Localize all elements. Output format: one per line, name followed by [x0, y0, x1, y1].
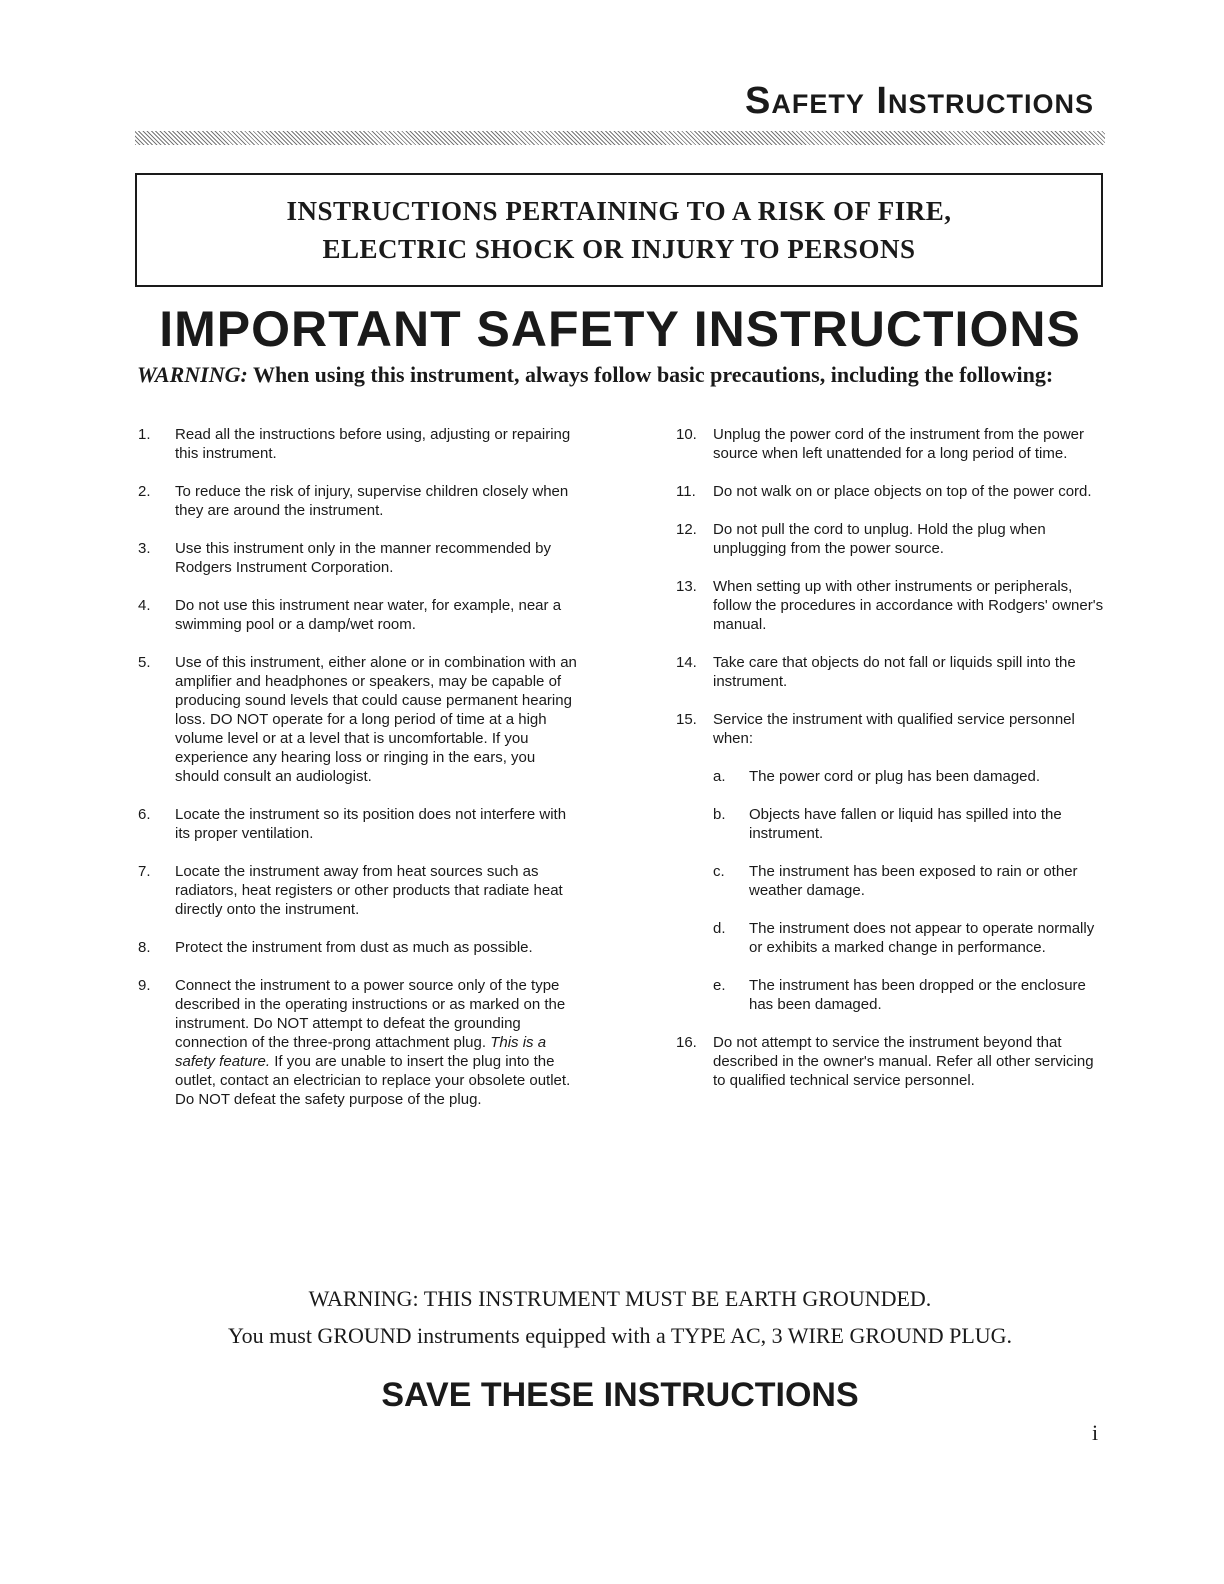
item-number: 9.	[138, 977, 151, 994]
list-item	[138, 862, 578, 919]
item-number: 6.	[138, 806, 151, 823]
list-item	[138, 482, 578, 520]
save-instructions-title: SAVE THESE INSTRUCTIONS	[381, 1376, 859, 1414]
warning-label: WARNING:	[137, 362, 248, 387]
item-text: Use of this instrument, either alone or in combination with an amplifier and headphones or speakers, may be capable of producing sound levels that could cause permanent hearing loss. DO NOT operate for a long period of time at a high volume level or at a level that is uncomfortable. If you experience any hearing loss or ringing in the ears, you should consult an audiologist.	[175, 654, 577, 785]
hazard-line-1: INSTRUCTIONS PERTAINING TO A RISK OF FIRE,	[286, 196, 952, 226]
sub-item-text: Objects have fallen or liquid has spilled into the instrument.	[749, 806, 1062, 842]
item-number: 11.	[676, 483, 696, 500]
sub-item-text: The instrument does not appear to operate normally or exhibits a marked change in performance.	[749, 920, 1095, 956]
item-text: Protect the instrument from dust as much as possible.	[175, 939, 533, 956]
left-instruction-list	[138, 425, 578, 1128]
list-item	[138, 805, 578, 843]
main-title: IMPORTANT SAFETY INSTRUCTIONS	[159, 301, 1081, 357]
list-item	[138, 425, 578, 463]
sub-list-item	[676, 976, 1106, 1014]
list-item	[138, 938, 578, 957]
item-number: 4.	[138, 597, 151, 614]
item-text: Do not attempt to service the instrument beyond that described in the owner's manual. Refer all other servicing to qualified technical service personnel.	[713, 1034, 1094, 1089]
item-text: Unplug the power cord of the instrument from the power source when left unattended for a long period of time.	[713, 426, 1085, 462]
sub-list-item	[676, 862, 1106, 900]
item-number: 15.	[676, 711, 697, 728]
page-number: i	[1092, 1420, 1099, 1445]
item-text: Service the instrument with qualified service personnel when:	[713, 711, 1075, 747]
ground-instruction: You must GROUND instruments equipped with a TYPE AC, 3 WIRE GROUND PLUG.	[227, 1323, 1013, 1348]
sub-item-letter: b.	[713, 806, 726, 823]
item-text: When setting up with other instruments or peripherals, follow the procedures in accordance with Rodgers' owner's manual.	[713, 578, 1104, 633]
list-item	[676, 710, 1106, 748]
list-item	[138, 976, 578, 1109]
list-item	[676, 577, 1106, 634]
hazard-box	[135, 173, 1103, 287]
item-text: Do not use this instrument near water, for example, near a swimming pool or a damp/wet room.	[175, 597, 562, 633]
item-text: Do not walk on or place objects on top of the power cord.	[713, 483, 1092, 500]
sub-list-item	[676, 919, 1106, 957]
item-text: Read all the instructions before using, adjusting or repairing this instrument.	[175, 426, 571, 462]
item-number: 3.	[138, 540, 151, 557]
list-item	[676, 520, 1106, 558]
item-text: To reduce the risk of injury, supervise children closely when they are around the instrument.	[175, 483, 569, 519]
right-instruction-list	[676, 425, 1106, 1109]
item-text: Do not pull the cord to unplug. Hold the plug when unplugging from the power source.	[713, 521, 1046, 557]
sub-item-letter: e.	[713, 977, 726, 994]
list-item	[676, 482, 1106, 501]
item-text-part: If you are unable to insert the plug into the outlet, contact an electrician to replace your obsolete outlet. Do NOT defeat the safety purpose of the plug.	[175, 1053, 571, 1108]
service-conditions-list	[676, 767, 1106, 1014]
list-item	[138, 539, 578, 577]
item-number: 10.	[676, 426, 697, 443]
item-number: 5.	[138, 654, 151, 671]
list-item	[676, 653, 1106, 691]
item-number: 8.	[138, 939, 151, 956]
item-text: Locate the instrument so its position does not interfere with its proper ventilation.	[175, 806, 567, 842]
item-number: 13.	[676, 578, 697, 595]
list-item	[676, 425, 1106, 463]
sub-item-text: The power cord or plug has been damaged.	[749, 768, 1041, 785]
warning-text: When using this instrument, always follow basic precautions, including the following:	[252, 362, 1054, 387]
warning-statement	[137, 362, 1053, 388]
page-heading: Safety Instructions	[745, 80, 1094, 122]
sub-list-item	[676, 805, 1106, 843]
item-number: 1.	[138, 426, 151, 443]
list-item	[138, 653, 578, 786]
list-item	[138, 596, 578, 634]
ground-warning: WARNING: THIS INSTRUMENT MUST BE EARTH GROUNDED.	[308, 1286, 932, 1311]
sub-item-letter: d.	[713, 920, 726, 937]
sub-item-text: The instrument has been exposed to rain or other weather damage.	[749, 863, 1078, 899]
sub-list-item	[676, 767, 1106, 786]
hazard-line-2: ELECTRIC SHOCK OR INJURY TO PERSONS	[322, 234, 916, 264]
item-number: 12.	[676, 521, 697, 538]
item-number: 7.	[138, 863, 151, 880]
sub-item-text: The instrument has been dropped or the enclosure has been damaged.	[749, 977, 1086, 1013]
item-text: Take care that objects do not fall or liquids spill into the instrument.	[713, 654, 1076, 690]
list-item	[676, 1033, 1106, 1090]
item-number: 2.	[138, 483, 151, 500]
item-text: Locate the instrument away from heat sources such as radiators, heat registers or other products that radiate heat directly onto the instrument.	[175, 863, 563, 918]
hatched-divider	[135, 131, 1105, 145]
item-number: 16.	[676, 1034, 697, 1051]
item-text-part: Connect the instrument to a power source only of the type described in the operating instructions or as marked on the instrument. Do NOT attempt to defeat the grounding connection of the three-prong attachment plug.	[175, 977, 566, 1051]
sub-item-letter: c.	[713, 863, 725, 880]
safety-feature-emphasis: This is a safety feature.	[175, 1034, 547, 1070]
item-number: 14.	[676, 654, 697, 671]
item-text: Use this instrument only in the manner recommended by Rodgers Instrument Corporation.	[175, 540, 552, 576]
sub-item-letter: a.	[713, 768, 726, 785]
